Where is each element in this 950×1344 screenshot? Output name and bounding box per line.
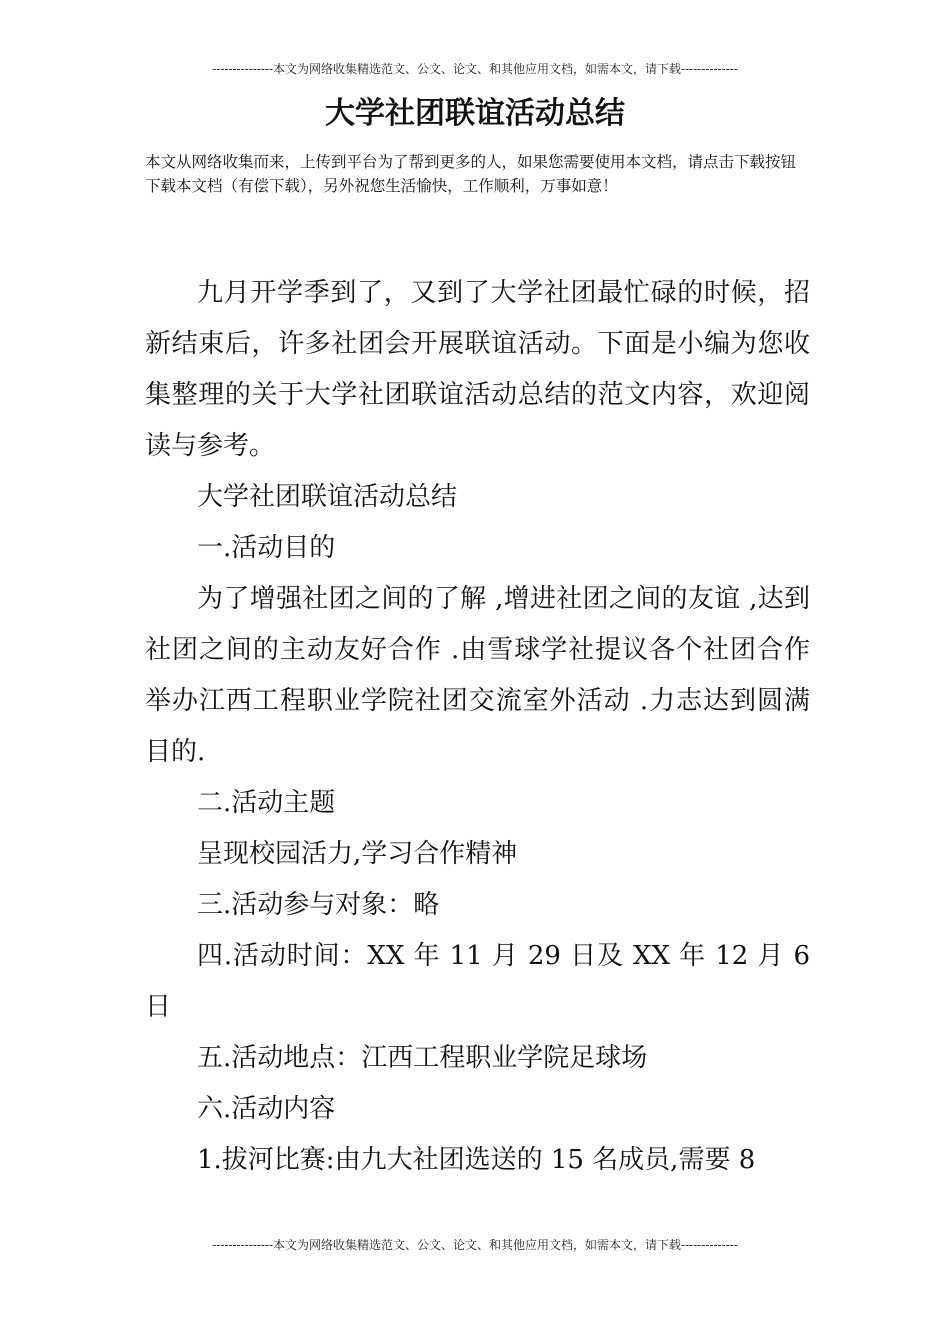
document-body	[145, 268, 810, 1186]
paragraph-purpose: 为了增强社团之间的了解 ,增进社团之间的友谊 ,达到社团之间的主动友好合作 .由雪球学社提议各个社团合作举办江西工程职业学院社团交流室外活动 .力志达到圆满目的.	[145, 584, 810, 767]
document-title: 大学社团联谊活动总结	[325, 96, 625, 131]
page-header: ---------------本文为网络收集精选范文、公文、论文、和其他应用文档，如需本文，请下载--------------	[212, 62, 738, 76]
section-heading-content: 六.活动内容	[197, 1094, 336, 1124]
download-disclaimer: 本文从网络收集而来，上传到平台为了帮到更多的人，如果您需要使用本文档，请点击下载按钮下载本文档（有偿下载），另外祝您生活愉快，工作顺利，万事如意！	[145, 153, 797, 195]
section-heading-theme: 二.活动主题	[197, 788, 336, 818]
paragraph-tug-of-war: 1.拔河比赛:由九大社团选送的 15 名成员,需要 8	[197, 1145, 756, 1175]
paragraph-subtitle: 大学社团联谊活动总结	[197, 482, 458, 512]
page-footer: ---------------本文为网络收集精选范文、公文、论文、和其他应用文档，如需本文，请下载--------------	[212, 1238, 738, 1252]
section-time: 四.活动时间：XX 年 11 月 29 日及 XX 年 12 月 6 日	[145, 941, 810, 1022]
section-heading-purpose: 一.活动目的	[197, 533, 336, 563]
section-location: 五.活动地点：江西工程职业学院足球场	[197, 1043, 648, 1073]
paragraph-theme: 呈现校园活力,学习合作精神	[197, 839, 518, 869]
paragraph-intro: 九月开学季到了，又到了大学社团最忙碌的时候，招新结束后，许多社团会开展联谊活动。下面是小编为您收集整理的关于大学社团联谊活动总结的范文内容，欢迎阅读与参考。	[145, 278, 810, 461]
section-participants: 三.活动参与对象：略	[197, 890, 440, 920]
